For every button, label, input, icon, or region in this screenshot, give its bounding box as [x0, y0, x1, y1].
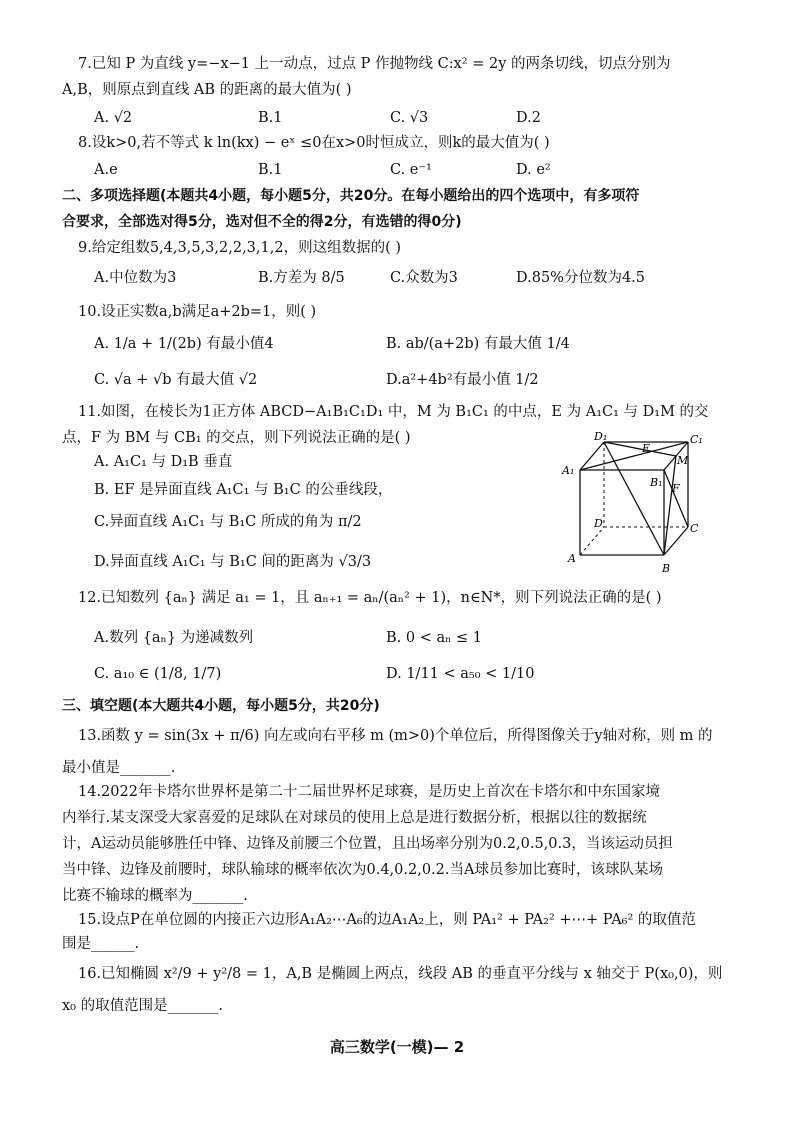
q9-option-c: C.众数为3 — [390, 270, 458, 286]
label-f: F — [672, 482, 680, 495]
label-c: C — [690, 522, 699, 535]
q14-stem-line4: 当中锋、边锋及前腰时，球队输球的概率依次为0.4,0.2,0.2.当A球员参加比赛时，该球队某场 — [62, 862, 663, 878]
q10-option-c: C. √a + √b 有最大值 √2 — [94, 372, 258, 388]
q13-stem-line1: 13.函数 y = sin(3x + π/6) 向左或向右平移 m (m>0)个单位后，所得图像关于y轴对称，则 m 的 — [78, 728, 713, 744]
q11-option-c: C.异面直线 A₁C₁ 与 B₁C 所成的角为 π/2 — [94, 514, 362, 530]
label-a1: A₁ — [562, 464, 575, 477]
q16-stem-line1: 16.已知椭圆 x²/9 + y²/8 = 1，A,B 是椭圆上两点，线段 AB 的垂直平分线与 x 轴交于 P(x₀,0)，则 — [78, 966, 723, 982]
q7-option-d: D.2 — [516, 110, 541, 126]
q7-stem-line2: A,B，则原点到直线 AB 的距离的最大值为( ) — [62, 82, 352, 98]
q9-option-a: A.中位数为3 — [94, 270, 177, 286]
q8-option-a: A.e — [94, 162, 118, 178]
q16-stem-line2: x₀ 的取值范围是_______. — [62, 998, 223, 1014]
q12-stem-line1: 12.已知数列 {aₙ} 满足 a₁ = 1，且 aₙ₊₁ = aₙ/(aₙ² + 1)，n∈N*，则下列说法正确的是( ) — [78, 590, 662, 606]
q9-option-b: B.方差为 8/5 — [258, 270, 345, 286]
q10-option-b: B. ab/(a+2b) 有最大值 1/4 — [386, 336, 570, 352]
q11-stem-line1: 11.如图，在棱长为1正方体 ABCD−A₁B₁C₁D₁ 中，M 为 B₁C₁ 的中点，E 为 A₁C₁ 与 D₁M 的交 — [78, 404, 709, 420]
q9-stem-line1: 9.给定组数5,4,3,5,3,2,2,3,1,2，则这组数据的( ) — [78, 240, 401, 256]
label-e: E — [642, 442, 651, 455]
q7-option-a: A. √2 — [94, 110, 133, 126]
q14-stem-line1: 14.2022年卡塔尔世界杯是第二十二届世界杯足球赛，是历史上首次在卡塔尔和中东国家境 — [78, 784, 660, 800]
cube-figure — [558, 430, 708, 580]
q12-option-a: A.数列 {aₙ} 为递减数列 — [94, 630, 254, 646]
q10-stem-line1: 10.设正实数a,b满足a+2b=1，则( ) — [78, 304, 317, 320]
q11-option-b: B. EF 是异面直线 A₁C₁ 与 B₁C 的公垂线段， — [94, 482, 393, 498]
page-footer: 高三数学(一模)— 2 — [329, 1038, 465, 1056]
section3-heading: 三、填空题(本大题共4小题，每小题5分，共20分) — [62, 698, 380, 714]
label-b1: B₁ — [650, 476, 663, 489]
q14-stem-line2: 内举行.某支深受大家喜爱的足球队在对球员的使用上总是进行数据分析，根据以往的数据统 — [62, 810, 647, 826]
q10-option-a: A. 1/a + 1/(2b) 有最小值4 — [94, 336, 274, 352]
q14-stem-line5: 比赛不输球的概率为_______. — [62, 888, 248, 904]
q13-stem-line2: 最小值是_______. — [62, 760, 176, 776]
label-a: A — [568, 552, 576, 565]
label-m: M — [677, 454, 689, 467]
q12-option-d: D. 1/11 < a₅₀ < 1/10 — [386, 666, 535, 682]
section2-heading-line2: 合要求，全部选对得5分，选对但不全的得2分，有选错的得0分) — [62, 214, 462, 230]
q7-option-b: B.1 — [258, 110, 283, 126]
label-d: D — [594, 517, 603, 530]
q11-stem-line2: 点，F 为 BM 与 CB₁ 的交点，则下列说法正确的是( ) — [62, 430, 411, 446]
q15-stem-line1: 15.设点P在单位圆的内接正六边形A₁A₂⋯A₆的边A₁A₂上，则 PA₁² + PA₂² +⋯+ PA₆² 的取值范 — [78, 912, 696, 928]
label-d1: D₁ — [594, 430, 608, 443]
q11-option-a: A. A₁C₁ 与 D₁B 垂直 — [94, 454, 233, 470]
label-c1: C₁ — [690, 433, 703, 446]
label-b: B — [662, 562, 671, 575]
q10-option-d: D.a²+4b²有最小值 1/2 — [386, 372, 539, 388]
q7-option-c: C. √3 — [390, 110, 429, 126]
q15-stem-line2: 围是______. — [62, 936, 140, 952]
q12-option-c: C. a₁₀ ∈ (1/8, 1/7) — [94, 666, 222, 682]
q8-option-b: B.1 — [258, 162, 283, 178]
section2-heading-line1: 二、多项选择题(本题共4小题，每小题5分，共20分。在每小题给出的四个选项中，有多项符 — [62, 188, 640, 204]
q12-option-b: B. 0 < aₙ ≤ 1 — [386, 630, 482, 646]
q9-option-d: D.85%分位数为4.5 — [516, 270, 646, 286]
q14-stem-line3: 计，A运动员能够胜任中锋、边锋及前腰三个位置，且出场率分别为0.2,0.5,0.3，当该运动员担 — [62, 836, 673, 852]
q7-stem-line1: 7.已知 P 为直线 y=−x−1 上一动点，过点 P 作抛物线 C:x² = 2y 的两条切线，切点分别为 — [78, 56, 671, 72]
q8-option-d: D. e² — [516, 162, 551, 178]
q8-option-c: C. e⁻¹ — [390, 162, 432, 178]
q11-option-d: D.异面直线 A₁C₁ 与 B₁C 间的距离为 √3/3 — [94, 554, 372, 570]
q8-stem-line1: 8.设k>0,若不等式 k ln(kx) − eˣ ≤0在x>0时恒成立，则k的最大值为( ) — [78, 135, 550, 151]
